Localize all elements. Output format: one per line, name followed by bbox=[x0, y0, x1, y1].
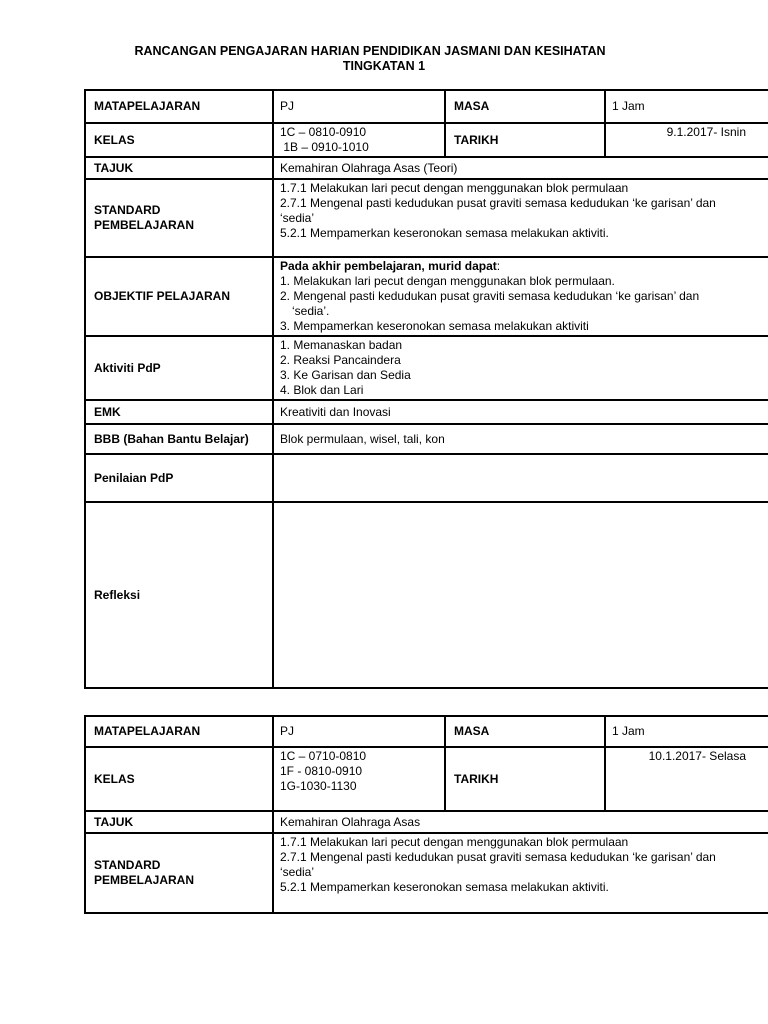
standard-label-line: PEMBELAJARAN bbox=[94, 873, 195, 887]
aktiviti-label: Aktiviti PdP bbox=[85, 336, 273, 400]
tajuk-value: Kemahiran Olahraga Asas (Teori) bbox=[273, 157, 768, 179]
standard-line: ‘sedia’ bbox=[280, 211, 315, 225]
kelas-line: 1F - 0810-0910 bbox=[280, 764, 363, 778]
tarikh-value: 10.1.2017- Selasa bbox=[605, 747, 768, 811]
standard-line: 2.7.1 Mengenal pasti kedudukan pusat graviti semasa kedudukan ‘ke garisan’ dan bbox=[280, 850, 716, 864]
kelas-label: KELAS bbox=[85, 747, 273, 811]
kelas-value bbox=[273, 123, 445, 157]
standard-line: 5.2.1 Mempamerkan keseronokan semasa melakukan aktiviti. bbox=[280, 226, 609, 240]
standard-label bbox=[85, 179, 273, 257]
penilaian-label: Penilaian PdP bbox=[85, 454, 273, 502]
objektif-intro-colon: : bbox=[496, 259, 501, 273]
kelas-line: 1B – 0910-1010 bbox=[280, 140, 369, 154]
objektif-intro bbox=[280, 259, 768, 274]
tajuk-value: Kemahiran Olahraga Asas bbox=[273, 811, 768, 833]
aktiviti-line: 1. Memanaskan badan bbox=[280, 338, 403, 352]
tarikh-value: 9.1.2017- Isnin bbox=[605, 123, 768, 157]
objektif-line: ‘sedia’. bbox=[292, 304, 330, 318]
refleksi-value bbox=[273, 502, 768, 688]
tarikh-label: TARIKH bbox=[445, 747, 605, 811]
tajuk-label: TAJUK bbox=[85, 157, 273, 179]
kelas-value bbox=[273, 747, 445, 811]
document-subtitle: TINGKATAN 1 bbox=[342, 59, 426, 73]
bbb-label: BBB (Bahan Bantu Belajar) bbox=[85, 424, 273, 454]
masa-value: 1 Jam bbox=[605, 90, 768, 123]
objektif-line: 1. Melakukan lari pecut dengan menggunakan blok permulaan. bbox=[280, 274, 615, 288]
penilaian-value bbox=[273, 454, 768, 502]
lesson-plan-table-1 bbox=[84, 89, 768, 689]
aktiviti-line: 2. Reaksi Pancaindera bbox=[280, 353, 401, 367]
masa-label: MASA bbox=[445, 90, 605, 123]
kelas-label: KELAS bbox=[85, 123, 273, 157]
matapelajaran-value: PJ bbox=[273, 716, 445, 747]
aktiviti-line: 4. Blok dan Lari bbox=[280, 383, 364, 397]
aktiviti-line: 3. Ke Garisan dan Sedia bbox=[280, 368, 411, 382]
standard-line: 5.2.1 Mempamerkan keseronokan semasa melakukan aktiviti. bbox=[280, 880, 609, 894]
kelas-line: 1C – 0710-0810 bbox=[280, 749, 367, 763]
refleksi-label: Refleksi bbox=[85, 502, 273, 688]
masa-value: 1 Jam bbox=[605, 716, 768, 747]
standard-line: ‘sedia’ bbox=[280, 865, 315, 879]
standard-line: 1.7.1 Melakukan lari pecut dengan menggunakan blok permulaan bbox=[280, 181, 629, 195]
matapelajaran-label: MATAPELAJARAN bbox=[85, 90, 273, 123]
objektif-label: OBJEKTIF PELAJARAN bbox=[85, 257, 273, 336]
standard-label bbox=[85, 833, 273, 913]
kelas-line: 1G-1030-1130 bbox=[280, 779, 357, 793]
masa-label: MASA bbox=[445, 716, 605, 747]
standard-label-line: PEMBELAJARAN bbox=[94, 218, 195, 232]
emk-label: EMK bbox=[85, 400, 273, 424]
standard-line: 1.7.1 Melakukan lari pecut dengan menggunakan blok permulaan bbox=[280, 835, 629, 849]
standard-label-line: STANDARD bbox=[94, 858, 161, 872]
standard-line: 2.7.1 Mengenal pasti kedudukan pusat graviti semasa kedudukan ‘ke garisan’ dan bbox=[280, 196, 716, 210]
objektif-line: 3. Mempamerkan keseronokan semasa melakukan aktiviti bbox=[280, 319, 589, 333]
standard-value bbox=[273, 179, 768, 257]
objektif-value bbox=[273, 257, 768, 336]
objektif-intro-text: Pada akhir pembelajaran, murid dapat bbox=[280, 259, 497, 273]
standard-value bbox=[273, 833, 768, 913]
kelas-line: 1C – 0810-0910 bbox=[280, 125, 367, 139]
objektif-line: 2. Mengenal pasti kedudukan pusat graviti semasa kedudukan ‘ke garisan’ dan bbox=[280, 289, 700, 303]
aktiviti-value bbox=[273, 336, 768, 400]
tajuk-label: TAJUK bbox=[85, 811, 273, 833]
matapelajaran-value: PJ bbox=[273, 90, 445, 123]
bbb-value: Blok permulaan, wisel, tali, kon bbox=[273, 424, 768, 454]
standard-label-line: STANDARD bbox=[94, 203, 161, 217]
lesson-plan-table-2 bbox=[84, 715, 768, 914]
emk-value: Kreativiti dan Inovasi bbox=[273, 400, 768, 424]
tarikh-label: TARIKH bbox=[445, 123, 605, 157]
matapelajaran-label: MATAPELAJARAN bbox=[85, 716, 273, 747]
document-title: RANCANGAN PENGAJARAN HARIAN PENDIDIKAN JASMANI DAN KESIHATAN bbox=[134, 44, 606, 58]
